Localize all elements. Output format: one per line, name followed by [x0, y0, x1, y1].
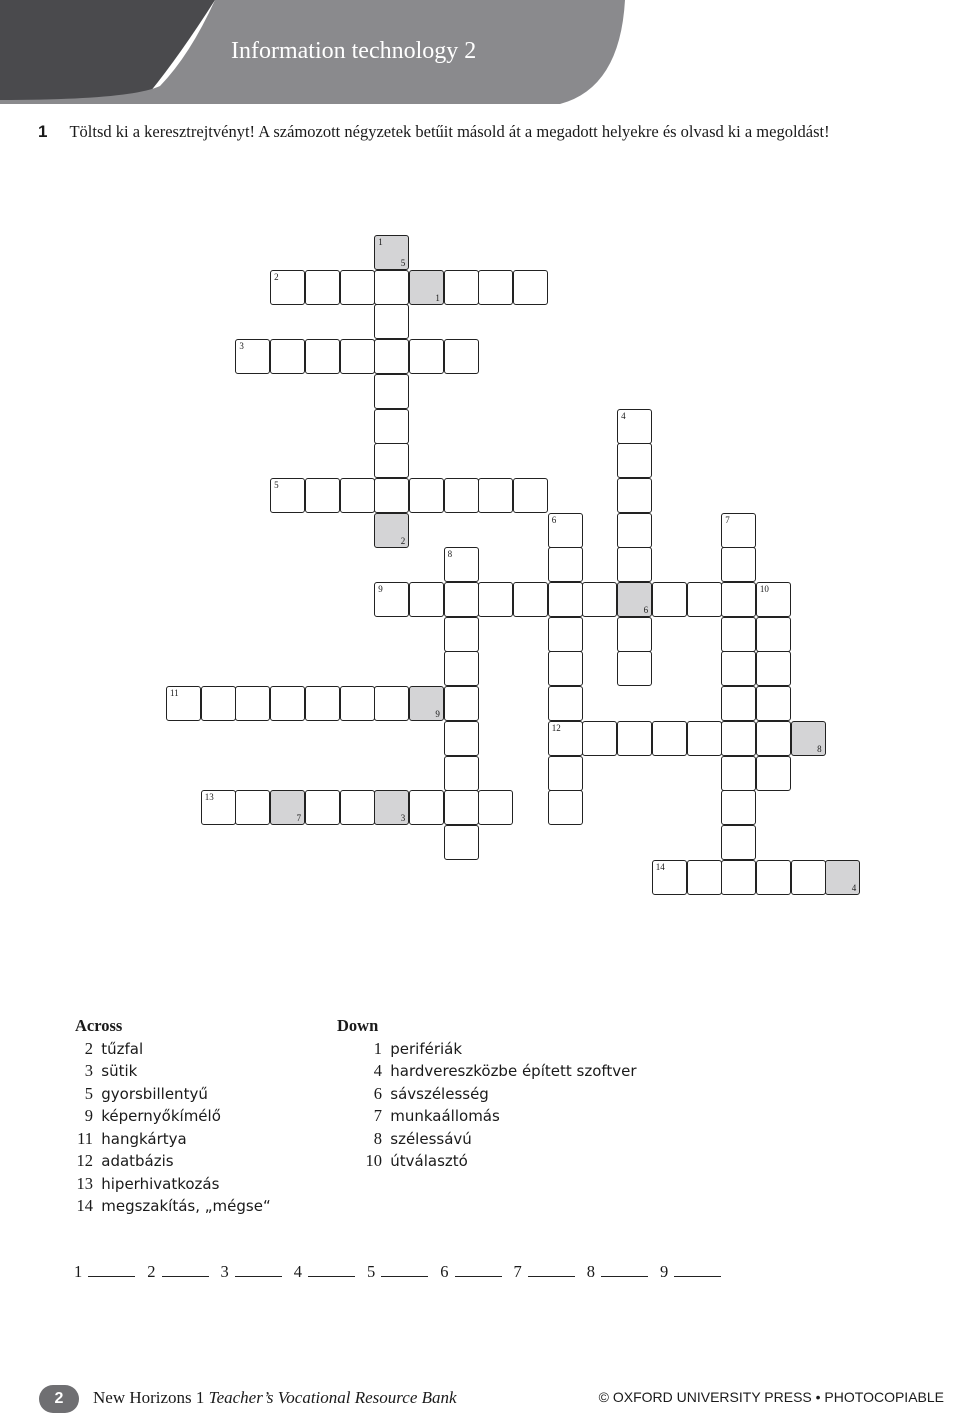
clue-number: 14	[76, 1196, 93, 1215]
crossword-cell[interactable]	[444, 686, 479, 721]
across-heading: Across	[75, 1016, 123, 1035]
answer-blank-line[interactable]	[308, 1266, 355, 1277]
answer-slot-number: 2	[147, 1262, 156, 1281]
crossword-cell[interactable]	[652, 860, 687, 895]
instruction-number: 1	[38, 122, 48, 141]
crossword-cell[interactable]	[270, 686, 305, 721]
answer-slot[interactable]	[587, 1262, 648, 1282]
crossword-cell[interactable]	[721, 547, 756, 582]
clue-text: szélessávú	[390, 1129, 472, 1148]
crossword-cell[interactable]	[756, 617, 791, 652]
crossword-cell[interactable]	[444, 790, 479, 825]
crossword-cell[interactable]	[617, 651, 652, 686]
crossword-cell[interactable]	[374, 790, 409, 825]
cell-clue-number: 9	[378, 584, 383, 594]
crossword-cell[interactable]	[374, 270, 409, 305]
crossword-cell[interactable]	[270, 790, 305, 825]
cell-key-number: 6	[643, 605, 649, 615]
crossword-cell[interactable]	[617, 721, 652, 756]
crossword-cell[interactable]	[687, 860, 722, 895]
cell-clue-number: 11	[170, 688, 179, 699]
crossword-cell[interactable]	[444, 825, 479, 860]
crossword-cell[interactable]	[617, 582, 652, 617]
crossword-cell[interactable]	[617, 513, 652, 548]
cell-key-number: 5	[400, 258, 406, 268]
clue-item	[75, 1150, 271, 1173]
across-clues	[75, 1015, 271, 1218]
crossword-cell[interactable]	[478, 478, 513, 513]
clue-number: 1	[373, 1038, 382, 1058]
cell-clue-number: 7	[725, 514, 730, 525]
crossword-cell[interactable]	[444, 478, 479, 513]
crossword-cell[interactable]	[721, 686, 756, 721]
crossword-cell[interactable]	[201, 790, 236, 825]
clue-text: hardvereszközbe épített szoftver	[390, 1062, 637, 1080]
crossword-cell[interactable]	[444, 756, 479, 791]
crossword-cell[interactable]	[548, 790, 583, 825]
answer-slot-number: 4	[293, 1262, 302, 1281]
crossword-cell[interactable]	[617, 617, 652, 652]
answer-slot[interactable]	[367, 1262, 428, 1282]
crossword-cell[interactable]	[721, 513, 756, 548]
crossword-cell[interactable]	[340, 478, 375, 513]
crossword-cell[interactable]	[687, 582, 722, 617]
clue-text: sávszélesség	[390, 1084, 489, 1103]
crossword-cell[interactable]	[756, 860, 791, 895]
crossword-cell[interactable]	[444, 339, 479, 374]
clue-item	[337, 1083, 637, 1106]
cell-key-number: 2	[400, 535, 406, 546]
clue-item	[337, 1060, 637, 1083]
crossword-cell[interactable]	[374, 409, 409, 444]
clue-item	[337, 1150, 637, 1173]
clue-item	[75, 1128, 271, 1151]
crossword-cell[interactable]	[201, 686, 236, 721]
clue-item	[75, 1173, 271, 1196]
crossword-cell[interactable]	[756, 582, 791, 617]
crossword-cell[interactable]	[478, 790, 513, 825]
down-heading: Down	[337, 1016, 379, 1035]
clue-text: hangkártya	[101, 1129, 187, 1148]
clue-text: megszakítás, „mégse“	[101, 1197, 271, 1215]
answer-blank-line[interactable]	[162, 1266, 209, 1277]
clue-text: sütik	[101, 1062, 138, 1080]
crossword-cell[interactable]	[721, 825, 756, 860]
crossword-cell[interactable]	[409, 270, 444, 305]
answer-blank-line[interactable]	[88, 1266, 135, 1277]
crossword-cell[interactable]	[756, 721, 791, 756]
crossword-cell[interactable]	[340, 270, 375, 305]
page-number-badge: 2	[39, 1385, 79, 1413]
crossword-cell[interactable]	[548, 756, 583, 791]
cell-key-number: 8	[817, 743, 822, 754]
cell-clue-number: 2	[274, 271, 279, 282]
crossword-cell[interactable]	[513, 582, 548, 617]
crossword-cell[interactable]	[721, 651, 756, 686]
cell-key-number: 3	[400, 813, 406, 824]
book-title: New Horizons 1	[93, 1388, 205, 1407]
crossword-cell[interactable]	[305, 270, 340, 305]
crossword-cell[interactable]	[305, 478, 340, 513]
clue-text: hiperhivatkozás	[101, 1174, 220, 1193]
crossword-cell[interactable]	[721, 860, 756, 895]
answer-slot-number: 7	[513, 1262, 522, 1281]
crossword-cell[interactable]	[478, 582, 513, 617]
cell-clue-number: 1	[378, 237, 383, 247]
answer-blank-line[interactable]	[674, 1266, 721, 1277]
answer-blank-line[interactable]	[235, 1266, 282, 1277]
answer-slot-number: 5	[367, 1262, 376, 1281]
answer-slot[interactable]	[514, 1262, 575, 1282]
crossword-cell[interactable]	[582, 721, 617, 756]
crossword-cell[interactable]	[444, 270, 479, 305]
crossword-cell[interactable]	[305, 339, 340, 374]
crossword-cell[interactable]	[305, 790, 340, 825]
crossword-cell[interactable]	[756, 756, 791, 791]
crossword-cell[interactable]	[444, 547, 479, 582]
answer-blank-line[interactable]	[528, 1266, 575, 1277]
crossword-cell[interactable]	[340, 686, 375, 721]
crossword-cell[interactable]	[548, 721, 583, 756]
crossword-cell[interactable]	[444, 617, 479, 652]
cell-clue-number: 13	[204, 792, 214, 803]
crossword-cell[interactable]	[409, 478, 444, 513]
answer-slot[interactable]	[660, 1262, 721, 1282]
crossword-cell[interactable]	[374, 513, 409, 548]
clue-item	[337, 1105, 637, 1128]
crossword-cell[interactable]	[270, 478, 305, 513]
footer-book-title	[93, 1388, 457, 1408]
crossword-cell[interactable]	[166, 686, 201, 721]
crossword-cell[interactable]	[582, 582, 617, 617]
cell-clue-number: 5	[274, 479, 279, 490]
crossword-cell[interactable]	[409, 790, 444, 825]
crossword-cell[interactable]	[409, 339, 444, 374]
clue-text: munkaállomás	[390, 1107, 500, 1125]
crossword-cell[interactable]	[409, 686, 444, 721]
book-subtitle: Teacher’s Vocational Resource Bank	[208, 1388, 457, 1407]
cell-key-number: 9	[435, 709, 440, 720]
crossword-cell[interactable]	[617, 478, 652, 513]
instruction-text: Töltsd ki a keresztrejtvényt! A számozott négyzetek betűit másold át a megadott helyekre és olvasd ki a megoldást!	[69, 122, 830, 141]
crossword-cell[interactable]	[444, 721, 479, 756]
clue-text: perifériák	[390, 1039, 463, 1058]
down-clues	[337, 1015, 637, 1173]
crossword-cell[interactable]	[270, 270, 305, 305]
crossword-cell[interactable]	[756, 651, 791, 686]
crossword-cell[interactable]	[721, 756, 756, 791]
crossword-cell[interactable]	[374, 374, 409, 409]
crossword-cell[interactable]	[374, 582, 409, 617]
clue-number: 3	[84, 1061, 93, 1080]
clue-text: adatbázis	[101, 1152, 174, 1170]
crossword-cell[interactable]	[235, 686, 270, 721]
clue-number: 10	[365, 1151, 382, 1170]
clue-number: 13	[76, 1173, 93, 1193]
clue-item	[75, 1195, 271, 1218]
answer-slot[interactable]	[74, 1262, 135, 1282]
answer-slot[interactable]	[294, 1262, 355, 1282]
crossword-cell[interactable]	[617, 443, 652, 478]
answer-slot-number: 3	[220, 1262, 229, 1281]
crossword-cell[interactable]	[374, 304, 409, 339]
page-title: Information technology 2	[231, 38, 477, 64]
crossword-cell[interactable]	[513, 270, 548, 305]
crossword-cell[interactable]	[791, 860, 826, 895]
footer-copyright: © OXFORD UNIVERSITY PRESS • PHOTOCOPIABLE	[598, 1389, 944, 1405]
crossword-cell[interactable]	[374, 686, 409, 721]
cell-clue-number: 8	[447, 549, 453, 560]
crossword-cell[interactable]	[721, 582, 756, 617]
clue-number: 6	[373, 1083, 382, 1103]
crossword-cell[interactable]	[791, 721, 826, 756]
clue-item	[337, 1128, 637, 1151]
crossword-cell[interactable]	[444, 651, 479, 686]
clue-number: 11	[77, 1128, 93, 1148]
cell-clue-number: 12	[551, 722, 561, 733]
crossword-cell[interactable]	[548, 686, 583, 721]
crossword-cell[interactable]	[374, 339, 409, 374]
crossword-cell[interactable]	[548, 513, 583, 548]
crossword-cell[interactable]	[721, 721, 756, 756]
clue-item	[337, 1038, 637, 1061]
solution-answer-row	[74, 1262, 733, 1282]
answer-slot[interactable]	[147, 1262, 208, 1282]
crossword-cell[interactable]	[340, 790, 375, 825]
crossword-cell[interactable]	[825, 860, 860, 895]
cell-clue-number: 4	[621, 410, 626, 421]
answer-slot[interactable]	[440, 1262, 501, 1282]
clue-text: tűzfal	[101, 1039, 144, 1058]
clue-item	[75, 1038, 271, 1061]
answer-blank-line[interactable]	[455, 1266, 502, 1277]
crossword-cell[interactable]	[721, 617, 756, 652]
crossword-cell[interactable]	[652, 582, 687, 617]
crossword-cell[interactable]	[548, 617, 583, 652]
answer-blank-line[interactable]	[601, 1266, 648, 1277]
crossword-cell[interactable]	[235, 339, 270, 374]
clue-text: gyorsbillentyű	[101, 1084, 208, 1103]
clue-item	[75, 1105, 271, 1128]
clue-number: 9	[84, 1106, 93, 1125]
crossword-cell[interactable]	[305, 686, 340, 721]
clue-number: 7	[373, 1106, 382, 1125]
answer-blank-line[interactable]	[381, 1266, 428, 1277]
crossword-cell[interactable]	[617, 547, 652, 582]
crossword-cell[interactable]	[235, 790, 270, 825]
crossword-cell[interactable]	[374, 443, 409, 478]
cell-key-number: 7	[296, 813, 302, 824]
answer-slot[interactable]	[221, 1262, 282, 1282]
crossword-cell[interactable]	[374, 478, 409, 513]
answer-slot-number: 6	[440, 1262, 449, 1281]
crossword-cell[interactable]	[409, 582, 444, 617]
crossword-cell[interactable]	[548, 547, 583, 582]
crossword-cell[interactable]	[548, 582, 583, 617]
answer-slot-number: 1	[74, 1262, 83, 1281]
clue-number: 12	[76, 1151, 93, 1170]
crossword-cell[interactable]	[617, 409, 652, 444]
clue-number: 2	[84, 1038, 93, 1058]
cell-key-number: 4	[851, 882, 857, 893]
crossword-cell[interactable]	[270, 339, 305, 374]
clue-item	[75, 1060, 271, 1083]
crossword-cell[interactable]	[756, 686, 791, 721]
cell-clue-number: 14	[655, 861, 665, 872]
crossword-cell[interactable]	[444, 582, 479, 617]
clue-number: 5	[84, 1083, 93, 1103]
cell-clue-number: 10	[759, 584, 769, 594]
crossword-cell[interactable]	[548, 651, 583, 686]
crossword-cell[interactable]	[652, 721, 687, 756]
crossword-cell[interactable]	[721, 790, 756, 825]
clue-text: képernyőkímélő	[101, 1107, 221, 1125]
crossword-cell[interactable]	[478, 270, 513, 305]
clue-item	[75, 1083, 271, 1106]
cell-key-number: 1	[435, 292, 440, 303]
clue-number: 4	[373, 1061, 382, 1080]
answer-slot-number: 9	[660, 1262, 669, 1281]
crossword-cell[interactable]	[513, 478, 548, 513]
crossword-cell[interactable]	[374, 235, 409, 270]
answer-slot-number: 8	[586, 1262, 595, 1281]
crossword-cell[interactable]	[687, 721, 722, 756]
clue-number: 8	[373, 1128, 382, 1148]
cell-clue-number: 3	[239, 341, 244, 352]
cell-clue-number: 6	[551, 514, 557, 525]
crossword-cell[interactable]	[340, 339, 375, 374]
clue-text: útválasztó	[390, 1152, 468, 1170]
